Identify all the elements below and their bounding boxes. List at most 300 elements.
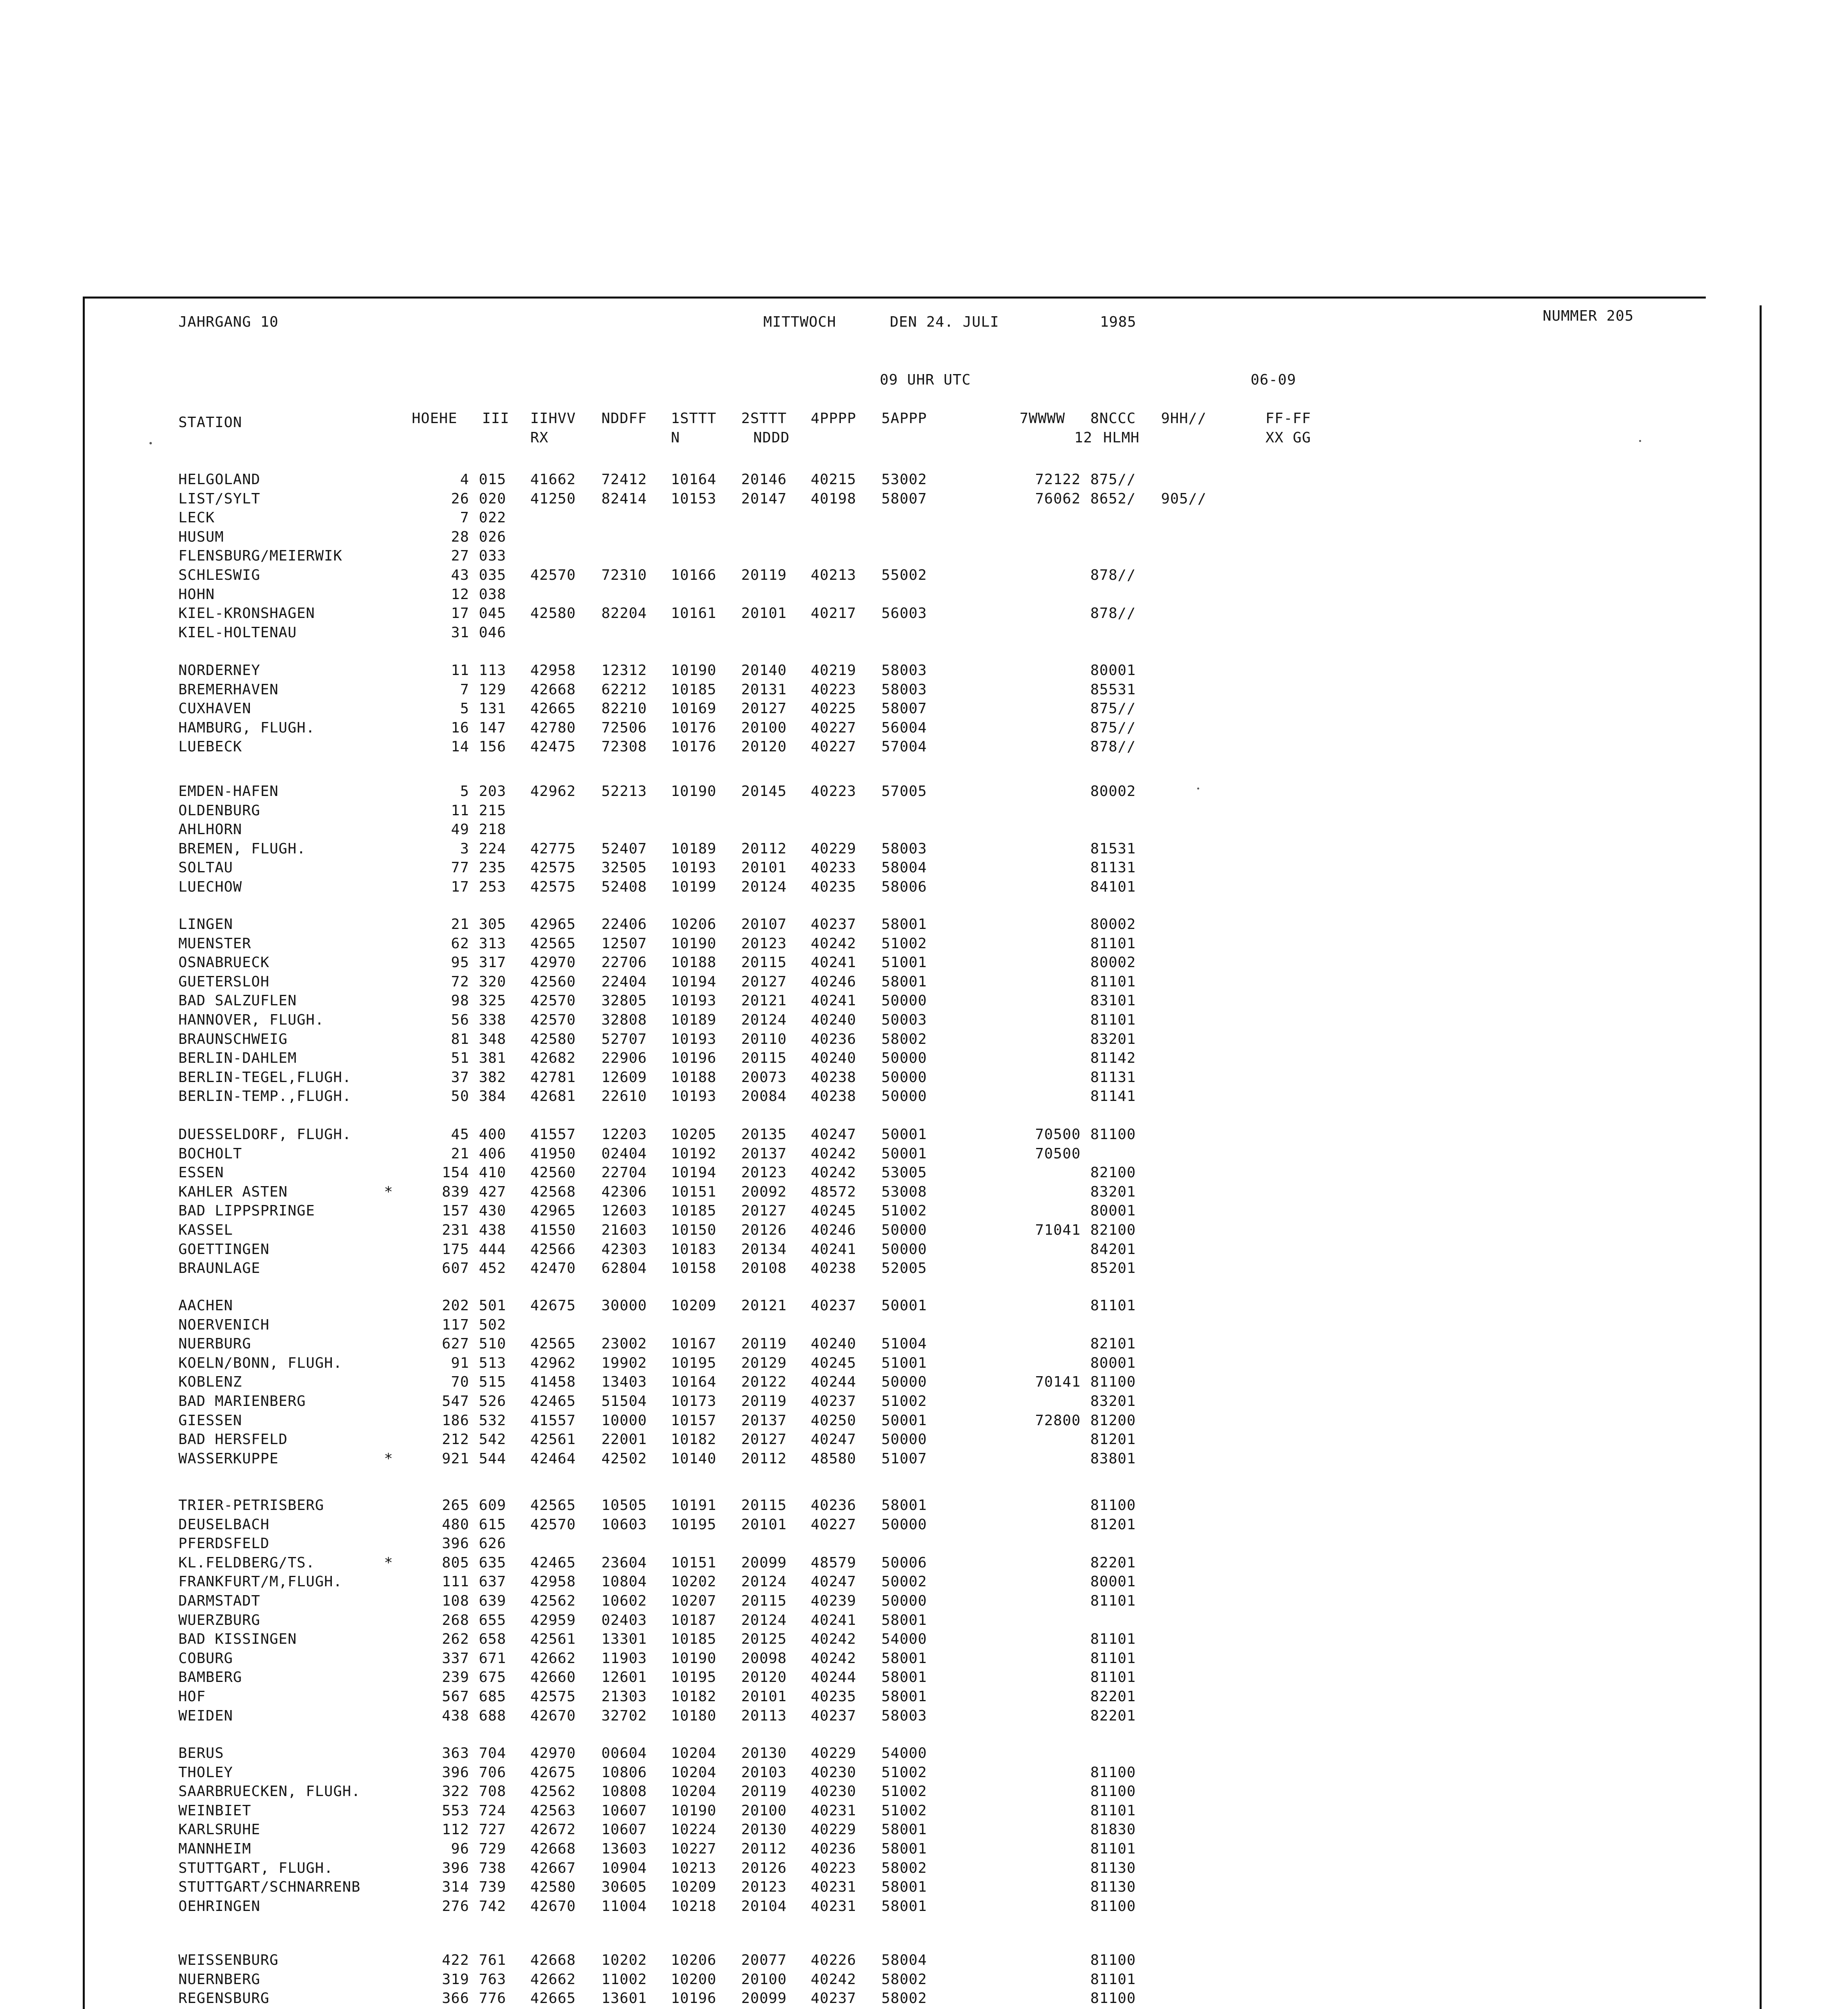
elevation: 43 bbox=[451, 567, 469, 583]
group-4pppp: 40241 bbox=[811, 1241, 857, 1258]
elevation: 231 bbox=[442, 1222, 469, 1238]
elevation: 314 bbox=[442, 1879, 469, 1896]
group-4pppp: 40237 bbox=[811, 1707, 857, 1724]
group-nddff: 10607 bbox=[601, 1802, 647, 1819]
group-4pppp: 40230 bbox=[811, 1764, 857, 1781]
group-5appp: 51004 bbox=[881, 1336, 927, 1352]
group-nddff: 19902 bbox=[601, 1354, 647, 1371]
group-8nccc: 83201 bbox=[1090, 1183, 1136, 1200]
station-name: TRIER-PETRISBERG bbox=[178, 1497, 324, 1514]
group-2sttt: 20135 bbox=[741, 1126, 787, 1143]
group-1sttt: 10176 bbox=[671, 739, 717, 755]
group-5appp: 58004 bbox=[881, 1952, 927, 1968]
station-id: 675 bbox=[479, 1669, 507, 1686]
station-id: 400 bbox=[479, 1126, 507, 1143]
group-8nccc: 82100 bbox=[1090, 1222, 1136, 1238]
group-5appp: 58001 bbox=[881, 1688, 927, 1705]
station-id: 544 bbox=[479, 1450, 507, 1467]
group-nddff: 00604 bbox=[601, 1745, 647, 1761]
group-1sttt: 10195 bbox=[671, 1354, 717, 1371]
group-2sttt: 20131 bbox=[741, 681, 787, 698]
col-8nccc: 8NCCC bbox=[1090, 410, 1136, 427]
station-id: 438 bbox=[479, 1222, 507, 1238]
station-id: 038 bbox=[479, 586, 507, 603]
group-nddff: 22404 bbox=[601, 973, 647, 990]
group-4pppp: 40227 bbox=[811, 719, 857, 736]
station-name: AHLHORN bbox=[178, 821, 242, 838]
group-1sttt: 10185 bbox=[671, 1203, 717, 1219]
group-5appp: 51002 bbox=[881, 1764, 927, 1781]
group-nddff: 52707 bbox=[601, 1031, 647, 1047]
group-2sttt: 20119 bbox=[741, 1336, 787, 1352]
group-nddff: 22704 bbox=[601, 1164, 647, 1181]
group-1sttt: 10209 bbox=[671, 1297, 717, 1314]
station-name: FRANKFURT/M,FLUGH. bbox=[178, 1573, 343, 1590]
station-name: LIST/SYLT bbox=[178, 490, 261, 507]
volume-label: JAHRGANG 10 bbox=[178, 314, 279, 330]
group-5appp: 58006 bbox=[881, 879, 927, 895]
group-2sttt: 20124 bbox=[741, 1612, 787, 1628]
station-id: 218 bbox=[479, 821, 507, 838]
group-iihvv: 42580 bbox=[530, 605, 576, 622]
group-iihvv: 42675 bbox=[530, 1764, 576, 1781]
group-8nccc: 80001 bbox=[1090, 1203, 1136, 1219]
group-4pppp: 40198 bbox=[811, 490, 857, 507]
elevation: 921 bbox=[442, 1450, 469, 1467]
elevation: 154 bbox=[442, 1164, 469, 1181]
group-iihvv: 41557 bbox=[530, 1126, 576, 1143]
station-id: 685 bbox=[479, 1688, 507, 1705]
station-name: KIEL-HOLTENAU bbox=[178, 624, 297, 641]
group-8nccc: 81101 bbox=[1090, 935, 1136, 952]
group-1sttt: 10193 bbox=[671, 859, 717, 876]
group-5appp: 58001 bbox=[881, 973, 927, 990]
group-2sttt: 20115 bbox=[741, 1050, 787, 1067]
group-8nccc: 81130 bbox=[1090, 1860, 1136, 1876]
group-nddff: 22610 bbox=[601, 1088, 647, 1105]
group-5appp: 51002 bbox=[881, 1203, 927, 1219]
group-iihvv: 42675 bbox=[530, 1297, 576, 1314]
group-2sttt: 20145 bbox=[741, 783, 787, 800]
station-id: 776 bbox=[479, 1990, 507, 2007]
group-nddff: 52213 bbox=[601, 783, 647, 800]
group-iihvv: 42575 bbox=[530, 1688, 576, 1705]
group-1sttt: 10194 bbox=[671, 973, 717, 990]
group-1sttt: 10213 bbox=[671, 1860, 717, 1876]
group-iihvv: 42667 bbox=[530, 1860, 576, 1876]
frame-top bbox=[83, 297, 1706, 299]
elevation: 98 bbox=[451, 992, 469, 1009]
station-name: KL.FELDBERG/TS. bbox=[178, 1554, 315, 1571]
group-nddff: 52408 bbox=[601, 879, 647, 895]
group-nddff: 02403 bbox=[601, 1612, 647, 1628]
group-4pppp: 40237 bbox=[811, 1297, 857, 1314]
group-2sttt: 20077 bbox=[741, 1952, 787, 1968]
group-5appp: 58001 bbox=[881, 1669, 927, 1686]
elevation: 81 bbox=[451, 1031, 469, 1047]
year: 1985 bbox=[1100, 314, 1137, 330]
station-id: 113 bbox=[479, 662, 507, 679]
group-4pppp: 40223 bbox=[811, 783, 857, 800]
group-4pppp: 40238 bbox=[811, 1260, 857, 1277]
group-1sttt: 10173 bbox=[671, 1393, 717, 1410]
group-nddff: 72310 bbox=[601, 567, 647, 583]
group-4pppp: 40215 bbox=[811, 471, 857, 488]
group-8nccc: 81101 bbox=[1090, 973, 1136, 990]
station-name: BAD MARIENBERG bbox=[178, 1393, 306, 1410]
group-2sttt: 20127 bbox=[741, 1431, 787, 1448]
station-name: KASSEL bbox=[178, 1222, 233, 1238]
group-1sttt: 10185 bbox=[671, 681, 717, 698]
group-nddff: 11002 bbox=[601, 1971, 647, 1988]
group-iihvv: 42781 bbox=[530, 1069, 576, 1086]
group-iihvv: 42965 bbox=[530, 916, 576, 933]
station-name: HUSUM bbox=[178, 528, 224, 545]
elevation: 7 bbox=[460, 509, 469, 526]
elevation: 396 bbox=[442, 1860, 469, 1876]
elevation: 72 bbox=[451, 973, 469, 990]
group-iihvv: 42660 bbox=[530, 1669, 576, 1686]
group-8nccc: 81142 bbox=[1090, 1050, 1136, 1067]
station-name: KOELN/BONN, FLUGH. bbox=[178, 1354, 343, 1371]
elevation: 268 bbox=[442, 1612, 469, 1628]
station-name: NUERBURG bbox=[178, 1336, 251, 1352]
elevation: 27 bbox=[451, 548, 469, 565]
col-nddd: NDDD bbox=[753, 430, 790, 446]
group-8nccc: 82201 bbox=[1090, 1554, 1136, 1571]
group-4pppp: 40225 bbox=[811, 700, 857, 717]
group-4pppp: 40227 bbox=[811, 1516, 857, 1533]
group-iihvv: 42662 bbox=[530, 1971, 576, 1988]
col-n: N bbox=[671, 430, 680, 446]
group-2sttt: 20113 bbox=[741, 1707, 787, 1724]
station-id: 381 bbox=[479, 1050, 507, 1067]
elevation: 480 bbox=[442, 1516, 469, 1533]
group-nddff: 72506 bbox=[601, 719, 647, 736]
group-2sttt: 20098 bbox=[741, 1650, 787, 1667]
group-4pppp: 40227 bbox=[811, 739, 857, 755]
group-8nccc: 875// bbox=[1090, 471, 1136, 488]
group-iihvv: 42570 bbox=[530, 1516, 576, 1533]
group-1sttt: 10206 bbox=[671, 916, 717, 933]
group-iihvv: 41950 bbox=[530, 1145, 576, 1162]
elevation: 4 bbox=[460, 471, 469, 488]
station-id: 763 bbox=[479, 1971, 507, 1988]
group-nddff: 42502 bbox=[601, 1450, 647, 1467]
group-1sttt: 10199 bbox=[671, 879, 717, 895]
group-1sttt: 10164 bbox=[671, 471, 717, 488]
group-8nccc: 81130 bbox=[1090, 1879, 1136, 1896]
elevation: 17 bbox=[451, 879, 469, 895]
group-5appp: 58007 bbox=[881, 490, 927, 507]
elevation: 839 bbox=[442, 1183, 469, 1200]
group-iihvv: 42962 bbox=[530, 1354, 576, 1371]
group-nddff: 82414 bbox=[601, 490, 647, 507]
group-nddff: 72412 bbox=[601, 471, 647, 488]
station-id: 348 bbox=[479, 1031, 507, 1047]
elevation: 21 bbox=[451, 916, 469, 933]
station-name: SCHLESWIG bbox=[178, 567, 261, 583]
group-4pppp: 48572 bbox=[811, 1183, 857, 1200]
station-name: NOERVENICH bbox=[178, 1316, 270, 1333]
group-1sttt: 10200 bbox=[671, 1971, 717, 1988]
group-nddff: 10602 bbox=[601, 1593, 647, 1609]
group-8nccc: 81531 bbox=[1090, 840, 1136, 857]
group-8nccc: 80001 bbox=[1090, 662, 1136, 679]
scan-speck bbox=[1197, 788, 1199, 790]
group-iihvv: 42580 bbox=[530, 1031, 576, 1047]
group-4pppp: 48580 bbox=[811, 1450, 857, 1467]
group-5appp: 50006 bbox=[881, 1554, 927, 1571]
station-id: 688 bbox=[479, 1707, 507, 1724]
group-8nccc: 81101 bbox=[1090, 1669, 1136, 1686]
group-1sttt: 10182 bbox=[671, 1431, 717, 1448]
group-1sttt: 10196 bbox=[671, 1990, 717, 2007]
elevation: 5 bbox=[460, 783, 469, 800]
group-7wwww: 72800 bbox=[1035, 1412, 1081, 1429]
col-nddff: NDDFF bbox=[601, 410, 647, 427]
group-1sttt: 10176 bbox=[671, 719, 717, 736]
group-2sttt: 20108 bbox=[741, 1260, 787, 1277]
group-5appp: 58003 bbox=[881, 1707, 927, 1724]
station-id: 022 bbox=[479, 509, 507, 526]
col-xx-gg: XX GG bbox=[1265, 430, 1311, 446]
group-2sttt: 20124 bbox=[741, 879, 787, 895]
group-1sttt: 10158 bbox=[671, 1260, 717, 1277]
group-iihvv: 41557 bbox=[530, 1412, 576, 1429]
mountain-station-marker: * bbox=[384, 1183, 393, 1200]
group-4pppp: 40247 bbox=[811, 1431, 857, 1448]
group-5appp: 51002 bbox=[881, 935, 927, 952]
group-4pppp: 40242 bbox=[811, 1971, 857, 1988]
group-4pppp: 40237 bbox=[811, 916, 857, 933]
elevation: 12 bbox=[451, 586, 469, 603]
elevation: 37 bbox=[451, 1069, 469, 1086]
station-id: 015 bbox=[479, 471, 507, 488]
station-id: 026 bbox=[479, 528, 507, 545]
station-name: WEISSENBURG bbox=[178, 1952, 279, 1968]
group-8nccc: 875// bbox=[1090, 719, 1136, 736]
group-4pppp: 40231 bbox=[811, 1802, 857, 1819]
group-iihvv: 42668 bbox=[530, 1952, 576, 1968]
station-id: 510 bbox=[479, 1336, 507, 1352]
group-4pppp: 40223 bbox=[811, 681, 857, 698]
col-iii: III bbox=[482, 410, 510, 427]
group-1sttt: 10193 bbox=[671, 992, 717, 1009]
group-5appp: 58001 bbox=[881, 1650, 927, 1667]
elevation: 56 bbox=[451, 1012, 469, 1028]
group-2sttt: 20120 bbox=[741, 739, 787, 755]
station-name: BAD HERSFELD bbox=[178, 1431, 288, 1448]
elevation: 627 bbox=[442, 1336, 469, 1352]
col-hoehe: HOEHE bbox=[412, 410, 458, 427]
station-name: LINGEN bbox=[178, 916, 233, 933]
group-2sttt: 20107 bbox=[741, 916, 787, 933]
station-name: BAD SALZUFLEN bbox=[178, 992, 297, 1009]
group-2sttt: 20126 bbox=[741, 1860, 787, 1876]
station-id: 609 bbox=[479, 1497, 507, 1514]
group-iihvv: 42970 bbox=[530, 1745, 576, 1761]
elevation: 212 bbox=[442, 1431, 469, 1448]
group-8nccc: 875// bbox=[1090, 700, 1136, 717]
group-iihvv: 42566 bbox=[530, 1241, 576, 1258]
group-iihvv: 42465 bbox=[530, 1393, 576, 1410]
elevation: 7 bbox=[460, 681, 469, 698]
group-8nccc: 80002 bbox=[1090, 916, 1136, 933]
group-4pppp: 40246 bbox=[811, 973, 857, 990]
elevation: 366 bbox=[442, 1990, 469, 2007]
group-nddff: 62804 bbox=[601, 1260, 647, 1277]
group-2sttt: 20146 bbox=[741, 471, 787, 488]
elevation: 157 bbox=[442, 1203, 469, 1219]
elevation: 14 bbox=[451, 739, 469, 755]
station-name: LUEBECK bbox=[178, 739, 242, 755]
station-name: MUENSTER bbox=[178, 935, 251, 952]
group-1sttt: 10140 bbox=[671, 1450, 717, 1467]
station-name: SAARBRUECKEN, FLUGH. bbox=[178, 1783, 361, 1800]
group-nddff: 13601 bbox=[601, 1990, 647, 2007]
group-nddff: 11004 bbox=[601, 1898, 647, 1915]
group-8nccc: 81101 bbox=[1090, 1593, 1136, 1609]
group-5appp: 54000 bbox=[881, 1745, 927, 1761]
group-iihvv: 41662 bbox=[530, 471, 576, 488]
group-nddff: 23002 bbox=[601, 1336, 647, 1352]
group-iihvv: 42562 bbox=[530, 1593, 576, 1609]
group-nddff: 22906 bbox=[601, 1050, 647, 1067]
group-8nccc: 81101 bbox=[1090, 1971, 1136, 1988]
station-id: 708 bbox=[479, 1783, 507, 1800]
group-5appp: 51001 bbox=[881, 954, 927, 971]
col-hlmh: HLMH bbox=[1103, 430, 1140, 446]
group-8nccc: 81101 bbox=[1090, 1802, 1136, 1819]
group-8nccc: 80001 bbox=[1090, 1573, 1136, 1590]
group-iihvv: 42665 bbox=[530, 1990, 576, 2007]
group-nddff: 10000 bbox=[601, 1412, 647, 1429]
group-2sttt: 20121 bbox=[741, 1297, 787, 1314]
group-nddff: 12601 bbox=[601, 1669, 647, 1686]
group-4pppp: 40226 bbox=[811, 1952, 857, 1968]
weekday: MITTWOCH bbox=[763, 314, 836, 330]
group-1sttt: 10151 bbox=[671, 1183, 717, 1200]
group-8nccc: 80002 bbox=[1090, 783, 1136, 800]
group-1sttt: 10227 bbox=[671, 1841, 717, 1857]
group-2sttt: 20099 bbox=[741, 1554, 787, 1571]
group-7wwww: 70141 bbox=[1035, 1374, 1081, 1391]
col-2sttt: 2STTT bbox=[741, 410, 787, 427]
group-2sttt: 20123 bbox=[741, 1879, 787, 1896]
group-2sttt: 20100 bbox=[741, 719, 787, 736]
group-8nccc: 81100 bbox=[1090, 1898, 1136, 1915]
group-2sttt: 20137 bbox=[741, 1145, 787, 1162]
group-1sttt: 10195 bbox=[671, 1669, 717, 1686]
group-2sttt: 20124 bbox=[741, 1573, 787, 1590]
group-1sttt: 10195 bbox=[671, 1516, 717, 1533]
group-4pppp: 40242 bbox=[811, 1650, 857, 1667]
group-8nccc: 81100 bbox=[1090, 1764, 1136, 1781]
group-iihvv: 41250 bbox=[530, 490, 576, 507]
elevation: 265 bbox=[442, 1497, 469, 1514]
group-5appp: 50000 bbox=[881, 1088, 927, 1105]
station-name: HANNOVER, FLUGH. bbox=[178, 1012, 324, 1028]
group-nddff: 42306 bbox=[601, 1183, 647, 1200]
group-5appp: 50000 bbox=[881, 1069, 927, 1086]
group-nddff: 51504 bbox=[601, 1393, 647, 1410]
group-2sttt: 20110 bbox=[741, 1031, 787, 1047]
group-1sttt: 10150 bbox=[671, 1222, 717, 1238]
group-8nccc: 81101 bbox=[1090, 1841, 1136, 1857]
group-4pppp: 40241 bbox=[811, 992, 857, 1009]
group-1sttt: 10188 bbox=[671, 954, 717, 971]
station-name: HELGOLAND bbox=[178, 471, 261, 488]
date: DEN 24. JULI bbox=[890, 314, 1000, 330]
group-2sttt: 20099 bbox=[741, 1990, 787, 2007]
elevation: 186 bbox=[442, 1412, 469, 1429]
group-iihvv: 42670 bbox=[530, 1707, 576, 1724]
mountain-station-marker: * bbox=[384, 1554, 393, 1571]
station-id: 704 bbox=[479, 1745, 507, 1761]
group-8nccc: 81141 bbox=[1090, 1088, 1136, 1105]
group-nddff: 10806 bbox=[601, 1764, 647, 1781]
group-2sttt: 20130 bbox=[741, 1745, 787, 1761]
group-1sttt: 10204 bbox=[671, 1764, 717, 1781]
station-name: AACHEN bbox=[178, 1297, 233, 1314]
group-4pppp: 40241 bbox=[811, 954, 857, 971]
group-5appp: 53002 bbox=[881, 471, 927, 488]
station-name: COBURG bbox=[178, 1650, 233, 1667]
col-rx: RX bbox=[530, 430, 549, 446]
col-4pppp: 4PPPP bbox=[811, 410, 857, 427]
elevation: 111 bbox=[442, 1573, 469, 1590]
group-8nccc: 80002 bbox=[1090, 954, 1136, 971]
group-4pppp: 40240 bbox=[811, 1050, 857, 1067]
station-id: 542 bbox=[479, 1431, 507, 1448]
elevation: 49 bbox=[451, 821, 469, 838]
group-8nccc: 81101 bbox=[1090, 1650, 1136, 1667]
group-7wwww: 70500 bbox=[1035, 1126, 1081, 1143]
station-id: 235 bbox=[479, 859, 507, 876]
station-name: BAMBERG bbox=[178, 1669, 242, 1686]
group-1sttt: 10187 bbox=[671, 1612, 717, 1628]
group-8nccc: 81131 bbox=[1090, 859, 1136, 876]
group-4pppp: 40229 bbox=[811, 1745, 857, 1761]
group-1sttt: 10218 bbox=[671, 1898, 717, 1915]
group-2sttt: 20100 bbox=[741, 1802, 787, 1819]
group-iihvv: 42565 bbox=[530, 935, 576, 952]
group-5appp: 50003 bbox=[881, 1012, 927, 1028]
group-2sttt: 20104 bbox=[741, 1898, 787, 1915]
station-id: 738 bbox=[479, 1860, 507, 1876]
elevation: 3 bbox=[460, 840, 469, 857]
group-4pppp: 40233 bbox=[811, 859, 857, 876]
group-2sttt: 20115 bbox=[741, 1497, 787, 1514]
group-1sttt: 10204 bbox=[671, 1783, 717, 1800]
group-nddff: 30605 bbox=[601, 1879, 647, 1896]
station-id: 035 bbox=[479, 567, 507, 583]
col-iihvv: IIHVV bbox=[530, 410, 576, 427]
station-name: DEUSELBACH bbox=[178, 1516, 270, 1533]
group-iihvv: 42959 bbox=[530, 1612, 576, 1628]
elevation: 276 bbox=[442, 1898, 469, 1915]
station-id: 501 bbox=[479, 1297, 507, 1314]
group-iihvv: 42570 bbox=[530, 567, 576, 583]
station-id: 513 bbox=[479, 1354, 507, 1371]
station-id: 215 bbox=[479, 802, 507, 819]
observation-time: 09 UHR UTC bbox=[880, 372, 971, 388]
station-name: MANNHEIM bbox=[178, 1841, 251, 1857]
group-2sttt: 20112 bbox=[741, 1450, 787, 1467]
elevation: 553 bbox=[442, 1802, 469, 1819]
elevation: 108 bbox=[442, 1593, 469, 1609]
